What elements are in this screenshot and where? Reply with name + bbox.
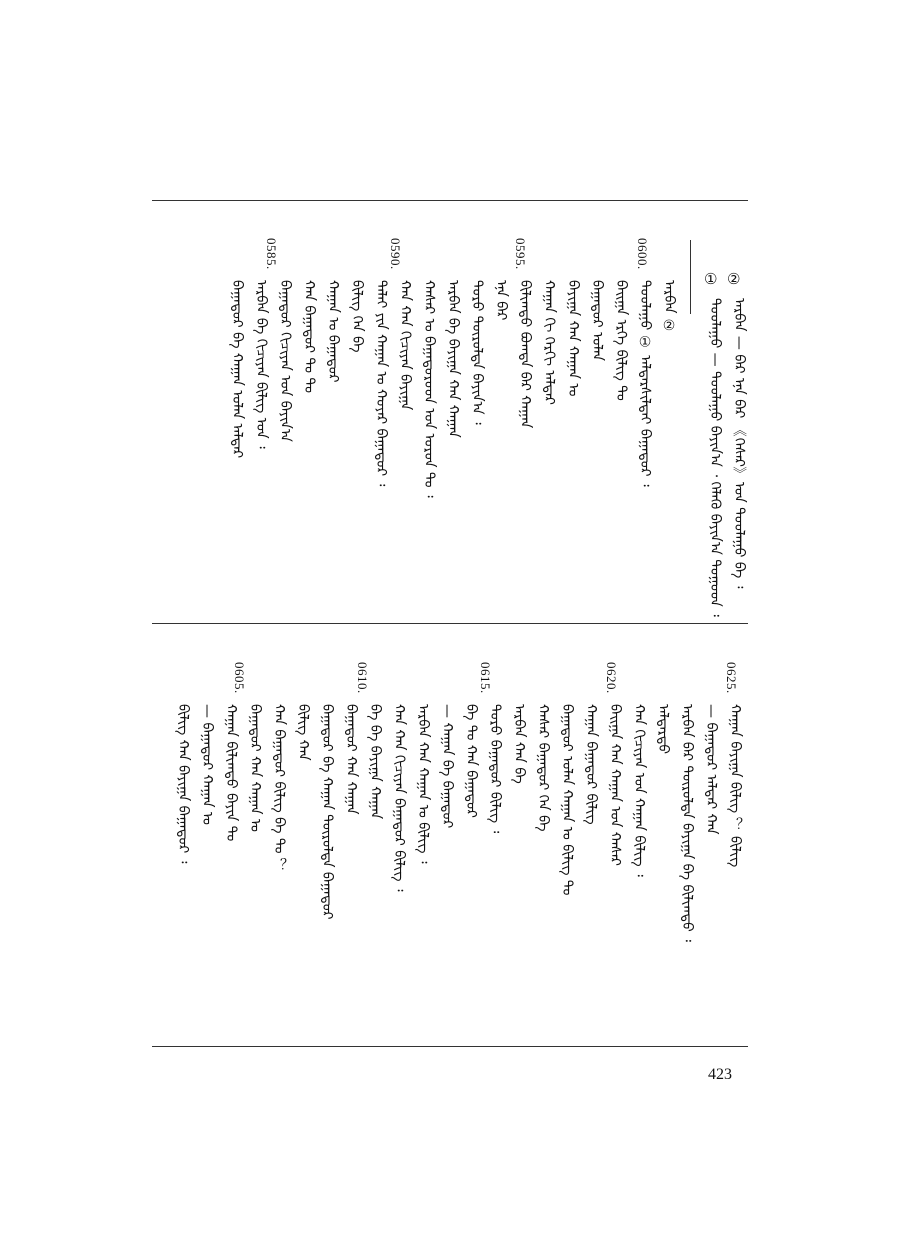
line-number: 0595. <box>513 238 528 270</box>
rule-top <box>152 200 748 201</box>
verse-line: ᠠᠷᠪᠠᠨ ② <box>661 280 677 334</box>
verse-line: ᠠᠷᠪᠠᠨ ᠪᠠ ᠪᠠᠶᠢᠭᠠ ᠬᠠᠨ ᠬᠠᠭᠠᠨ <box>445 280 461 438</box>
verse-line: ᠳᠤᠤᠯᠠᠭᠤ ① ᠠᠯᠳᠠᠷᠰᠢᠯᠲᠠᠢ ᠪᠠᠭᠠᠲᠤᠷ ᠄ <box>637 280 653 487</box>
verse-line: ᠪᠠᠢᠭᠠ ᠡᠷᠬᠡ ᠪᠢᠯᠢᠭ ᠲᠤ <box>613 280 629 401</box>
note-line: ᠠᠷᠪᠠᠨ — ᠪᠠᠷ ᠡᠨᠡ ᠪᠠᠷ 《ᠭᠡᠰᠡᠷ》ᠤᠨ ᠳᠤᠤᠯᠠᠭᠤ ᠪᠠ ᠄ <box>731 298 747 589</box>
note-line: ᠳᠤᠤᠯᠠᠭᠤ — ᠳᠤᠤᠯᠠᠭᠤ ᠪᠠᠶᠢᠨ᠎ᠠ ᠂ ᠬᠡᠯᠡᠭᠦ ᠪᠠᠶᠢᠨ᠎ᠠ ᠲᠤᠭᠤᠳ ᠄ <box>707 298 723 617</box>
verse-line: ᠪᠠᠭᠠᠲᠤᠷ ᠤᠯᠠᠨ <box>589 280 605 361</box>
verse-line: ᠪᠢᠯᠢᠭ ᠬᠠᠨ ᠪᠠᠶᠢᠭᠠ ᠪᠠᠭᠠᠲᠤᠷ ᠄ <box>175 704 191 864</box>
verse-line: ᠪᠠᠭᠠᠲᠤᠷ ᠬᠢᠴᠢᠶᠡᠨ ᠤᠨ ᠪᠠᠶᠢᠨ᠎ᠠ <box>277 280 293 442</box>
verse-line: ᠠᠷᠪᠠᠨ ᠪᠠᠷ ᠲᠥᠷᠥᠯᠲᠡ ᠪᠠᠶᠢᠭᠠ ᠪᠠ ᠪᠢᠯᠢᠭᠲᠤ ᠄ <box>679 704 695 942</box>
verse-line: ᠬᠠᠰᠠᠷ ᠤ ᠪᠠᠭᠠᠲᠤᠷᠤᠳ ᠤᠨ ᠣᠷᠣᠨ ᠲᠤ ᠄ <box>421 280 437 498</box>
rule-middle <box>152 623 748 624</box>
line-number: 0615. <box>478 662 493 694</box>
verse-line: ᠪᠢᠯᠢᠭ ᠬᠠᠨ <box>295 704 311 761</box>
verse-line: ᠬᠠᠭᠠᠨ ᠪᠠᠭᠠᠲᠤᠷ ᠪᠢᠯᠢᠭ <box>583 704 599 825</box>
verse-line: ᠠᠷᠪᠠᠨ ᠪᠠ ᠬᠢᠴᠢᠶᠡᠨ ᠪᠢᠯᠢᠭ ᠤᠨ ᠄ <box>253 280 269 449</box>
verse-line: ᠪᠠᠶᠢᠭᠠ ᠬᠠᠨ ᠬᠠᠭᠠᠨ ᠤ <box>565 280 581 397</box>
line-number: 0590. <box>388 238 403 270</box>
verse-line: — ᠬᠠᠭᠠᠨ ᠪᠠ ᠪᠠᠭᠠᠲᠤᠷ <box>439 704 455 829</box>
verse-line: ᠬᠠᠭᠠᠨ ᠪᠠᠶᠢᠭᠠ ᠪᠢᠯᠢᠭ ？ ᠪᠢᠯᠢᠭ <box>727 704 743 868</box>
verse-line: ᠡᠨᠡ ᠪᠠᠷ <box>493 280 509 321</box>
verse-line: ᠬᠠᠰᠠᠷ ᠪᠠᠭᠠᠲᠤᠷ ᠬᠡᠨ ᠪᠠ <box>535 704 551 832</box>
verse-line: ᠬᠠᠭᠠᠨ ᠬᠢ ᠬᠡᠷᠬᠢ ᠠᠯᠳᠠᠷ <box>541 280 557 405</box>
verse-line: ᠠᠷᠪᠠᠨ ᠬᠠᠨ ᠪᠠ <box>511 704 527 784</box>
line-number: 0605. <box>232 662 247 694</box>
verse-line: ᠪᠢᠯᠢᠭ ᠬᠡᠨ ᠪᠠ <box>349 280 365 353</box>
verse-line: ᠪᠠᠭᠠᠲᠤᠷ ᠪᠠ ᠬᠠᠭᠠᠨ ᠲᠥᠷᠥᠯᠲᠡ ᠪᠠᠭᠠᠲᠤᠷ <box>319 704 335 920</box>
line-number: 0585. <box>264 238 279 270</box>
verse-line: ᠪᠢᠯᠢᠭᠲᠤ ᠪᠣᠭᠳᠠ ᠪᠠᠷ ᠬᠠᠭᠠᠨ <box>517 280 533 429</box>
verse-line: ᠬᠠᠨ ᠬᠢᠴᠢᠶᠡᠨ ᠤᠨ ᠬᠠᠭᠠᠨ ᠪᠢᠯᠢᠭ ᠄ <box>631 704 647 877</box>
note-marker-1: ① <box>704 270 718 288</box>
page-number: 423 <box>708 1066 732 1083</box>
verse-line: ᠠᠯᠳᠠᠷᠲᠤ <box>655 704 671 755</box>
verse-line: ᠪᠠ ᠲᠤ ᠬᠠᠨ ᠪᠠᠭᠠᠲᠤᠷ <box>463 704 479 818</box>
verse-line: ᠬᠠᠭᠠᠨ ᠤ ᠪᠠᠭᠠᠲᠤᠷ <box>325 280 341 383</box>
verse-line: ᠠᠷᠪᠠᠨ ᠬᠠᠨ ᠬᠠᠭᠠᠨ ᠤ ᠪᠢᠯᠢᠭ ᠄ <box>415 704 431 864</box>
verse-line: — ᠪᠠᠭᠠᠲᠤᠷ ᠠᠯᠳᠠᠷ ᠬᠠᠨ <box>703 704 719 835</box>
verse-line: ᠪᠠᠭᠠᠲᠤᠷ ᠬᠠᠨ ᠬᠠᠭᠠᠨ ᠤ <box>247 704 263 832</box>
verse-line: ᠲᠤᠷᠤ ᠲᠥᠷᠥᠯᠲᠡ ᠪᠠᠶᠢᠨ᠎ᠠ ᠄ <box>469 280 485 425</box>
note-marker-2: ② <box>727 270 741 288</box>
verse-line: ᠲᠤᠷᠤ ᠪᠠᠭᠠᠲᠤᠷ ᠪᠢᠯᠢᠭ ᠄ <box>487 704 503 834</box>
verse-line: ᠬᠠᠭᠠᠨ ᠪᠢᠯᠢᠭᠲᠤ ᠪᠠᠶᠢᠨ ᠲᠤ <box>223 704 239 842</box>
line-number: 0610. <box>355 662 370 694</box>
line-number: 0600. <box>635 238 650 270</box>
verse-line: ᠬᠠᠨ ᠪᠠᠭᠠᠲᠤᠷ ᠲᠤ ᠲᠤ <box>301 280 317 394</box>
rule-bottom <box>152 1046 748 1047</box>
verse-line: ᠬᠠᠨ ᠬᠠᠨ ᠬᠢᠴᠢᠶᠡᠨ ᠪᠠᠶᠢᠭᠠ <box>397 280 413 411</box>
verse-line: ᠪᠠᠢᠭᠠ ᠬᠠᠨ ᠬᠠᠭᠠᠨ ᠤᠨ ᠬᠠᠰᠠᠷ <box>607 704 623 866</box>
verse-line: ᠪᠠ ᠪᠠ ᠪᠠᠶᠢᠭᠠ ᠬᠠᠭᠠᠨ <box>367 704 383 820</box>
line-number: 0620. <box>604 662 619 694</box>
verse-line: — ᠪᠠᠭᠠᠲᠤᠷ ᠬᠠᠭᠠᠨ ᠤ <box>199 704 215 825</box>
verse-line: ᠪᠠᠭᠠᠲᠤᠷ ᠪᠠ ᠬᠠᠭᠠᠨ ᠤᠯᠠᠨ ᠠᠯᠳᠠᠷ <box>229 280 245 459</box>
verse-line: ᠬᠠᠨ ᠪᠠᠭᠠᠲᠤᠷ ᠪᠢᠯᠢᠭ ᠪᠠ ᠲᠤ ？ <box>271 704 287 873</box>
line-number: 0625. <box>724 662 739 694</box>
verse-line: ᠳᠠᠯᠠᠢ ᠶᠢᠨ ᠬᠠᠭᠠᠨ ᠤ ᠬᠣᠶᠠᠷ ᠪᠠᠭᠠᠲᠤᠷ ᠄ <box>373 280 389 487</box>
verse-line: ᠬᠠᠨ ᠬᠠᠨ ᠬᠢᠴᠢᠶᠡᠨ ᠪᠠᠭᠠᠲᠤᠷ ᠪᠢᠯᠢᠭ ᠄ <box>391 704 407 892</box>
verse-line: ᠪᠠᠭᠠᠲᠤᠷ ᠬᠠᠨ ᠬᠠᠭᠠᠨ <box>343 704 359 815</box>
verse-line: ᠪᠠᠭᠠᠲᠤᠷ ᠤᠯᠠᠨ ᠬᠠᠭᠠᠨ ᠤ ᠪᠢᠯᠢᠭ ᠲᠤ <box>559 704 575 896</box>
note-rule <box>690 240 691 314</box>
